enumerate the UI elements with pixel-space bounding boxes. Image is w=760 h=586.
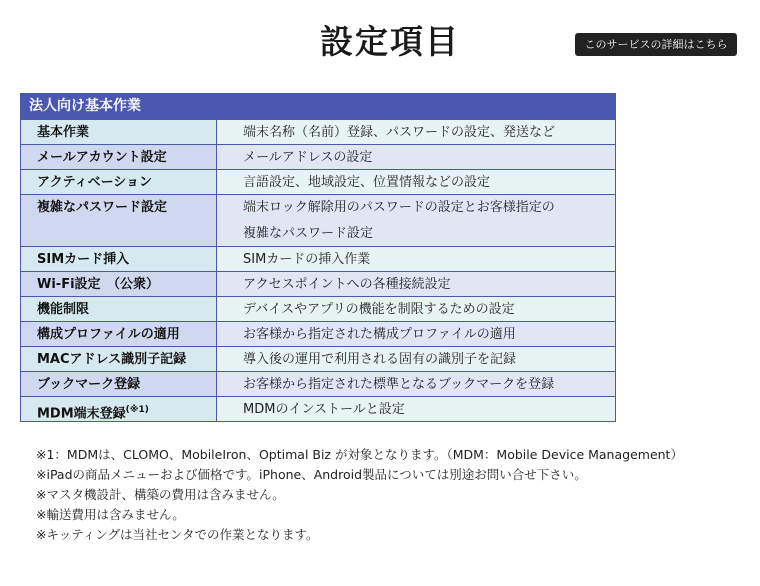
- row-item-name: [21, 397, 217, 421]
- row-item-name-text: Wi-Fi設定 （公衆）: [37, 277, 160, 292]
- row-item-name-text: アクティベーション: [37, 175, 153, 190]
- table-row: [21, 371, 615, 396]
- row-item-name-text: SIMカード挿入: [37, 252, 130, 267]
- note-item: ※1：MDMは、CLOMO、MobileIron、Optimal Biz が対象となります。（MDM：Mobile Device Management）: [36, 447, 683, 462]
- row-item-name-text: ブックマーク登録: [37, 377, 141, 392]
- row-item-name: [21, 120, 217, 144]
- row-item-description: [217, 145, 615, 169]
- notes: [36, 445, 683, 545]
- table-row: [21, 169, 615, 194]
- table-row: [21, 194, 615, 246]
- table-row: [21, 119, 615, 144]
- table-row: [21, 296, 615, 321]
- row-item-name: [21, 322, 217, 346]
- row-item-description: [217, 170, 615, 194]
- table-row: [21, 246, 615, 271]
- description-line: デバイスやアプリの機能を制限するための設定: [243, 302, 515, 317]
- row-item-name: [21, 272, 217, 296]
- description-line: 導入後の運用で利用される固有の識別子を記録: [243, 352, 517, 367]
- description-line: 言語設定、地域設定、位置情報などの設定: [243, 175, 491, 190]
- description-line: お客様から指定された標準となるブックマークを登録: [243, 377, 555, 392]
- row-item-name: [21, 195, 217, 246]
- row-item-name-text: MACアドレス識別子記録: [37, 352, 187, 367]
- note-item: ※キッティングは当社センタでの作業となります。: [36, 527, 319, 542]
- row-item-description: [217, 322, 615, 346]
- row-item-name-text: 基本作業: [37, 125, 90, 140]
- table-row: [21, 346, 615, 371]
- row-item-name: [21, 170, 217, 194]
- row-item-description: [217, 247, 615, 271]
- row-item-description: [217, 347, 615, 371]
- table-row: [21, 144, 615, 169]
- description-line: お客様から指定された構成プロファイルの適用: [243, 327, 516, 342]
- row-item-name-text: 機能制限: [37, 302, 90, 317]
- row-item-description: [217, 372, 615, 396]
- row-item-name-text: メールアカウント設定: [37, 150, 167, 165]
- row-item-name-text: 複雑なパスワード設定: [37, 200, 168, 215]
- description-line: メールアドレスの設定: [243, 150, 373, 165]
- row-item-name: [21, 297, 217, 321]
- table-row: [21, 321, 615, 346]
- table-row: [21, 271, 615, 296]
- note-item: ※iPadの商品メニューおよび価格です。iPhone、Android製品については別途お問い合せ下さい。: [36, 467, 587, 482]
- description-line: 端末ロック解除用のパスワードの設定とお客様指定の: [243, 200, 555, 215]
- row-item-name: [21, 145, 217, 169]
- row-item-name: [21, 372, 217, 396]
- row-item-description: [217, 195, 615, 246]
- description-line: MDMのインストールと設定: [243, 402, 405, 417]
- row-item-name-text: 構成プロファイルの適用: [37, 327, 180, 342]
- description-line: 端末名称（名前）登録、パスワードの設定、発送など: [243, 125, 556, 140]
- row-item-description: [217, 272, 615, 296]
- description-line: SIMカードの挿入作業: [243, 252, 371, 267]
- footnote-marker: (※1): [125, 405, 149, 415]
- table-row: [21, 396, 615, 421]
- note-item: ※マスタ機設計、構築の費用は含みません。: [36, 487, 285, 502]
- row-item-description: [217, 397, 615, 421]
- note-item: ※輸送費用は含みません。: [36, 507, 185, 522]
- table-header: 法人向け基本作業: [21, 94, 615, 119]
- settings-table: [20, 93, 616, 422]
- row-item-description: [217, 297, 615, 321]
- service-detail-button[interactable]: このサービスの詳細はこちら: [575, 33, 737, 56]
- description-line: 複雑なパスワード設定: [243, 226, 374, 241]
- row-item-name: [21, 247, 217, 271]
- row-item-name: [21, 347, 217, 371]
- page-title: 設定項目: [320, 22, 460, 61]
- description-line: アクセスポイントへの各種接続設定: [243, 277, 451, 292]
- row-item-name-text: MDM端末登録: [37, 406, 126, 422]
- row-item-description: [217, 120, 615, 144]
